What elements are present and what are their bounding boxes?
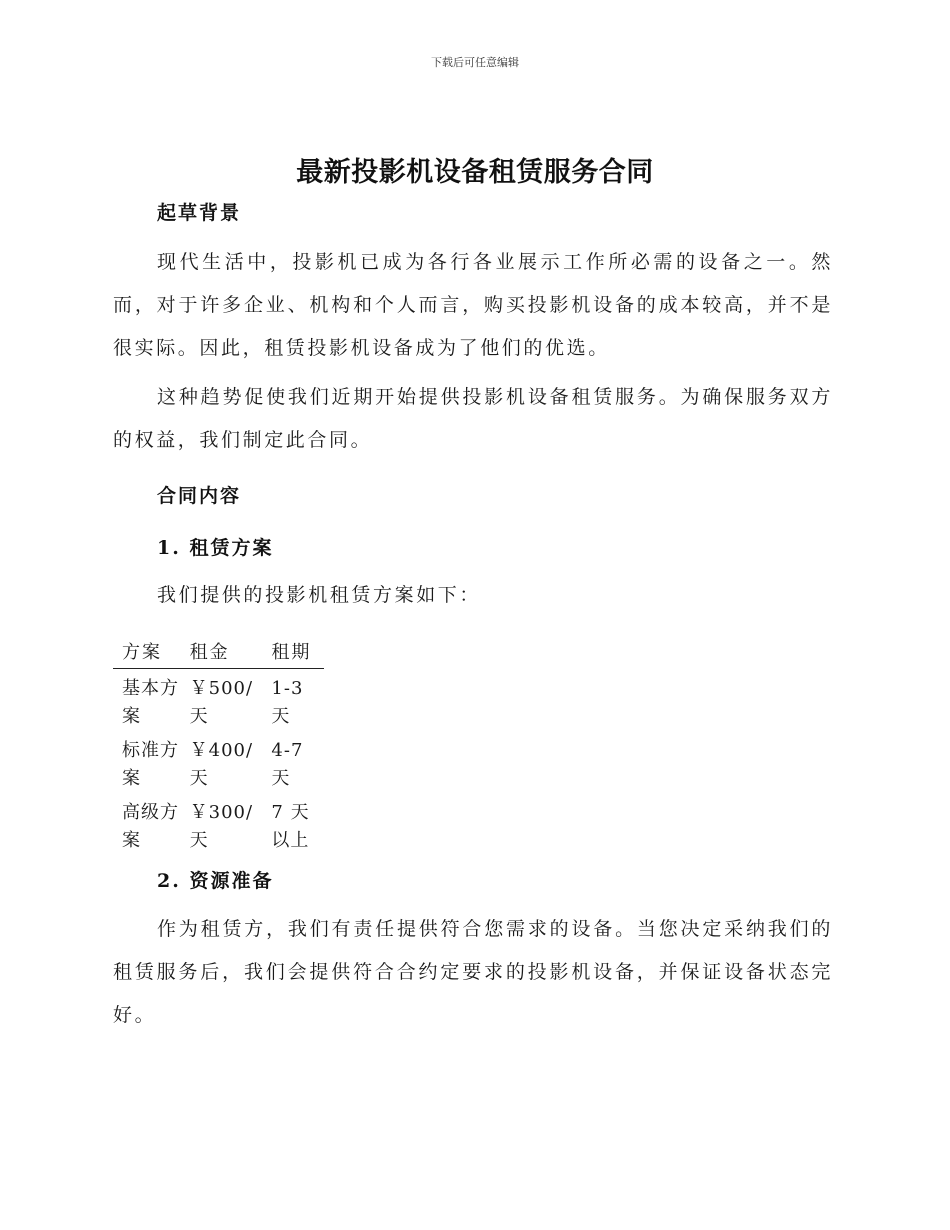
cell-text: 高级方案 bbox=[122, 802, 179, 851]
table-cell-rent bbox=[181, 669, 263, 732]
table-cell-rent bbox=[181, 793, 263, 855]
table-cell-term bbox=[262, 731, 324, 793]
cell-text: ￥500/天 bbox=[189, 678, 254, 727]
cell-text: 标准方案 bbox=[122, 740, 179, 789]
cell-text: ￥400/天 bbox=[189, 740, 254, 789]
column-header-plan: 方案 bbox=[113, 636, 181, 669]
paragraph-plans-intro: 我们提供的投影机租赁方案如下： bbox=[157, 584, 482, 606]
paragraph-background-1: 现代生活中，投影机已成为各行各业展示工作所必需的设备之一。然而，对于许多企业、机构和个人而言，购买投影机设备的成本较高，并不是很实际。因此，租赁投影机设备成为了他们的优选。 bbox=[113, 251, 833, 359]
paragraph-background-2: 这种趋势促使我们近期开始提供投影机设备租赁服务。为确保服务双方的权益，我们制定此合同。 bbox=[113, 386, 833, 451]
table-row bbox=[113, 793, 324, 855]
table-cell-term bbox=[262, 793, 324, 855]
cell-text: 1-3 天 bbox=[271, 678, 304, 727]
heading-rental-plans: 1. 租赁方案 bbox=[157, 537, 274, 559]
table-row bbox=[113, 669, 324, 732]
paragraph-resources: 作为租赁方，我们有责任提供符合您需求的设备。当您决定采纳我们的租赁服务后，我们会提供符合合约定要求的投影机设备，并保证设备状态完好。 bbox=[113, 918, 833, 1026]
table-cell-rent bbox=[181, 731, 263, 793]
table-row bbox=[113, 731, 324, 793]
table-header-row bbox=[113, 636, 324, 669]
table-cell-plan bbox=[113, 731, 181, 793]
page-header: 下载后可任意编辑 bbox=[431, 56, 519, 69]
table-cell-plan bbox=[113, 793, 181, 855]
table-cell-term bbox=[262, 669, 324, 732]
cell-text: 7 天以上 bbox=[271, 802, 310, 851]
column-header-term: 租期 bbox=[262, 636, 324, 669]
cell-text: 4-7 天 bbox=[271, 740, 304, 789]
cell-text: ￥300/天 bbox=[189, 802, 254, 851]
cell-text: 基本方案 bbox=[122, 678, 179, 727]
table-cell-plan bbox=[113, 669, 181, 732]
column-header-rent: 租金 bbox=[181, 636, 263, 669]
heading-background: 起草背景 bbox=[157, 202, 242, 224]
rental-plans-table bbox=[113, 636, 324, 855]
document-title: 最新投影机设备租赁服务合同 bbox=[296, 157, 654, 188]
heading-contract-content: 合同内容 bbox=[157, 485, 242, 507]
heading-resource-preparation: 2. 资源准备 bbox=[157, 870, 274, 892]
